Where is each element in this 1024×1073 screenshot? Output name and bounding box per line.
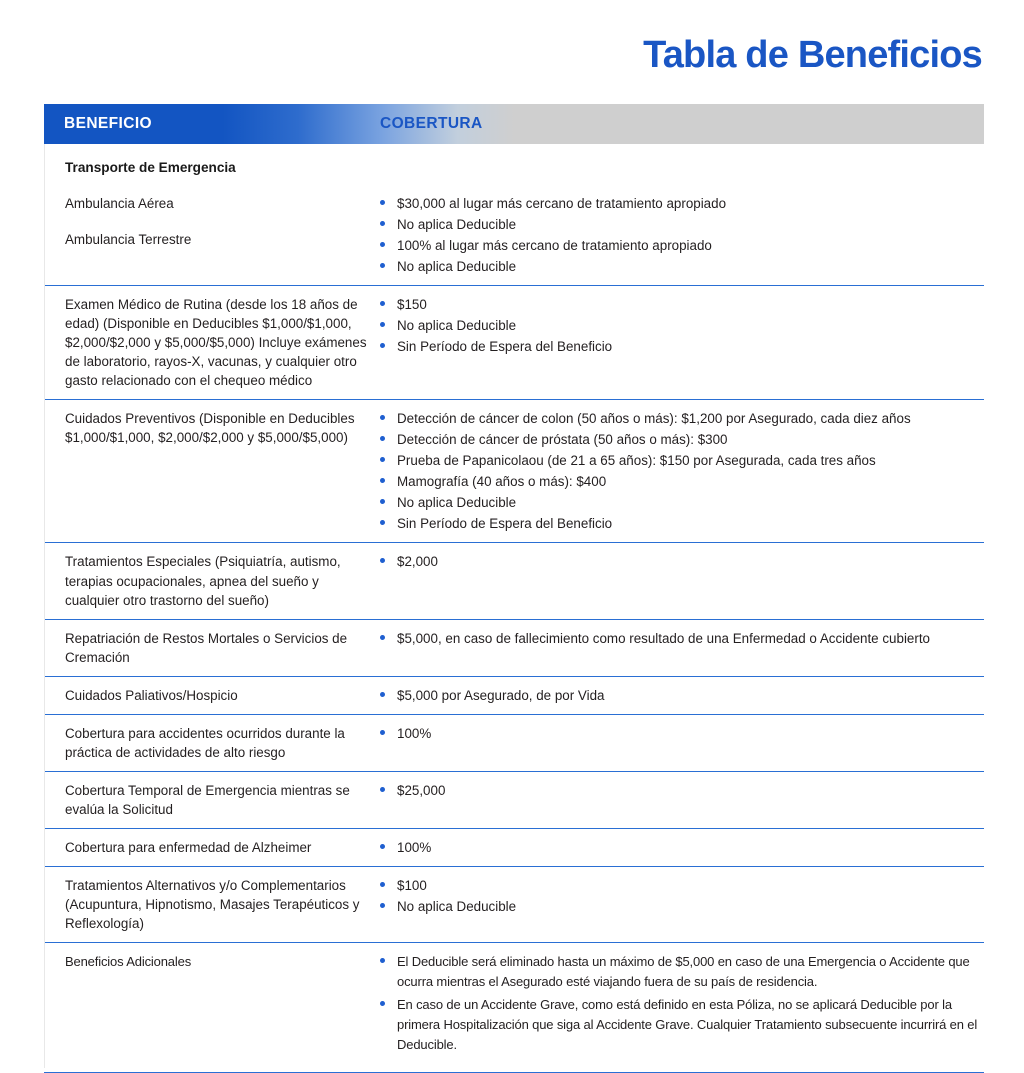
coverage-bullet-list [375, 876, 984, 916]
coverage-cell [375, 409, 984, 533]
table-row [45, 285, 984, 399]
coverage-bullet-item: 100% [375, 838, 984, 857]
table-row [45, 676, 984, 714]
table-header-bar [44, 104, 984, 144]
coverage-bullet-item: No aplica Deducible [375, 897, 984, 916]
table-row [45, 828, 984, 866]
benefit-cell: Tratamientos Alternativos y/o Complementarios (Acupuntura, Hipnotismo, Masajes Terapéuticos y Reflexología) [65, 877, 360, 931]
table-row [45, 866, 984, 942]
benefit-cell: Examen Médico de Rutina (desde los 18 años de edad) (Disponible en Deducibles $1,000/$1,000, $2,000/$2,000 y $5,000/$5,000) Incluye exámenes de laboratorio, rayos-X, vacunas, y cualquier otro gasto relacionado con el chequeo médico [65, 297, 367, 389]
benefit-cell: Cobertura para enfermedad de Alzheimer [65, 839, 312, 855]
coverage-cell [375, 724, 984, 743]
coverage-cell [375, 295, 984, 356]
coverage-bullet-item: $5,000 por Asegurado, de por Vida [375, 686, 984, 705]
coverage-bullet-item: $150 [375, 295, 984, 314]
coverage-bullet-list [375, 552, 984, 571]
coverage-bullet-item: Sin Período de Espera del Beneficio [375, 337, 984, 356]
coverage-cell [375, 552, 984, 571]
coverage-bullet-item: No aplica Deducible [375, 257, 984, 276]
coverage-bullet-item: $30,000 al lugar más cercano de tratamiento apropiado [375, 194, 984, 213]
coverage-bullet-item: 100% [375, 724, 984, 743]
column-header-coverage: COBERTURA [380, 115, 483, 132]
table-body [44, 144, 984, 1068]
coverage-bullet-item: El Deducible será eliminado hasta un máximo de $5,000 en caso de una Emergencia o Accidente que ocurra mientras el Asegurado esté viajando fuera de su país de residencia. [375, 952, 984, 992]
coverage-bullet-item: $2,000 [375, 552, 984, 571]
coverage-cell [375, 629, 984, 648]
coverage-bullet-list [375, 629, 984, 648]
benefit-cell: Beneficios Adicionales [65, 953, 192, 969]
benefit-cell: Cuidados Paliativos/Hospicio [65, 687, 238, 703]
benefit-cell: Cuidados Preventivos (Disponible en Deducibles $1,000/$1,000, $2,000/$2,000 y $5,000/$5,000) [65, 411, 355, 446]
coverage-bullet-item: En caso de un Accidente Grave, como está definido en esta Póliza, no se aplicará Deducible por la primera Hospitalización que siga al Accidente Grave. Cualquier Tratamiento subsecuente incurrirá en el Deducible. [375, 995, 984, 1054]
table-row [45, 619, 984, 676]
table-row [45, 185, 984, 285]
benefit-cell: Cobertura Temporal de Emergencia mientras se evalúa la Solicitud [65, 782, 350, 817]
coverage-cell [375, 838, 984, 857]
coverage-bullet-item: Mamografía (40 años o más): $400 [375, 472, 984, 491]
benefit-cell: Repatriación de Restos Mortales o Servicios de Cremación [65, 630, 348, 665]
coverage-bullet-item: Detección de cáncer de colon (50 años o más): $1,200 por Asegurado, cada diez años [375, 409, 984, 428]
coverage-bullet-item: Sin Período de Espera del Beneficio [375, 514, 984, 533]
coverage-cell [375, 876, 984, 916]
table-row [45, 942, 984, 1068]
coverage-bullet-item: Prueba de Papanicolaou (de 21 a 65 años): $150 por Asegurada, cada tres años [375, 451, 984, 470]
coverage-bullet-item: No aplica Deducible [375, 316, 984, 335]
benefit-sublabel: Ambulancia Aérea [65, 196, 174, 211]
coverage-bullet-list [375, 295, 984, 356]
coverage-cell [375, 686, 984, 705]
coverage-bullet-item: $5,000, en caso de fallecimiento como resultado de una Enfermedad o Accidente cubierto [375, 629, 984, 648]
benefit-cell: Tratamientos Especiales (Psiquiatría, autismo, terapias ocupacionales, apnea del sueño y cualquier otro trastorno del sueño) [65, 554, 341, 608]
page-title: Tabla de Beneficios [643, 34, 982, 76]
coverage-bullet-list [375, 838, 984, 857]
table-row [45, 542, 984, 618]
benefits-table [44, 104, 984, 1073]
section-heading: Transporte de Emergencia [65, 160, 236, 175]
benefit-cell [45, 194, 375, 249]
coverage-bullet-item: 100% al lugar más cercano de tratamiento apropiado [375, 236, 984, 255]
table-row [45, 399, 984, 542]
coverage-bullet-item: No aplica Deducible [375, 215, 984, 234]
coverage-bullet-list [375, 686, 984, 705]
coverage-bullet-item: $100 [375, 876, 984, 895]
benefit-sublabel-list [65, 194, 375, 249]
coverage-bullet-item: Detección de cáncer de próstata (50 años o más): $300 [375, 430, 984, 449]
coverage-bullet-item: $25,000 [375, 781, 984, 800]
coverage-bullet-list [375, 952, 984, 1055]
table-row [45, 714, 984, 771]
table-row [45, 771, 984, 828]
coverage-bullet-list [375, 724, 984, 743]
coverage-bullet-list [375, 194, 984, 276]
coverage-cell [375, 952, 984, 1059]
benefit-sublabel: Ambulancia Terrestre [65, 232, 192, 248]
coverage-bullet-list [375, 781, 984, 800]
coverage-cell [375, 781, 984, 800]
coverage-bullet-item: No aplica Deducible [375, 493, 984, 512]
coverage-bullet-list [375, 409, 984, 533]
coverage-cell [375, 194, 984, 276]
benefit-cell: Cobertura para accidentes ocurridos durante la práctica de actividades de alto riesgo [65, 725, 345, 760]
column-header-benefit: BENEFICIO [64, 115, 152, 132]
